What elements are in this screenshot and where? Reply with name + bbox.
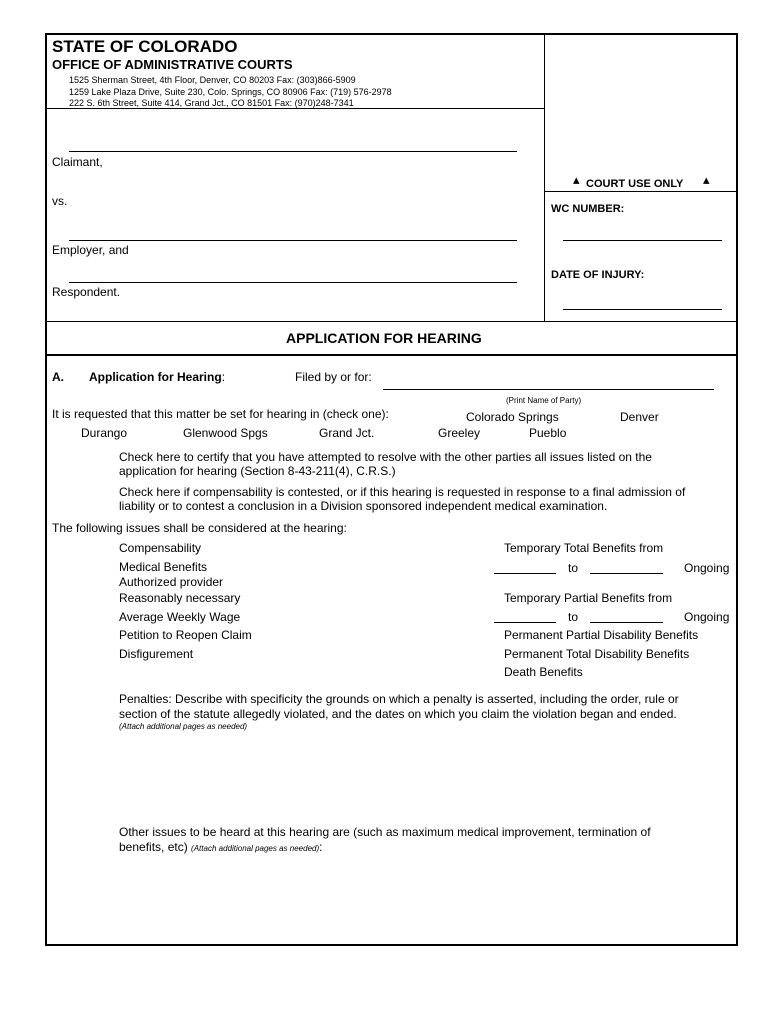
wc-number-label: WC NUMBER:: [551, 203, 625, 215]
issue-ptd-benefits[interactable]: Permanent Total Disability Benefits: [504, 647, 690, 661]
location-durango[interactable]: Durango: [81, 426, 128, 440]
address-denver: 1525 Sherman Street, 4th Floor, Denver, CO 80203 Fax: (303)866-5909: [69, 75, 356, 85]
location-colorado-springs[interactable]: Colorado Springs: [466, 410, 559, 424]
triangle-left-icon: ▴: [573, 172, 580, 187]
certify-checkbox-label[interactable]: Check here to certify that you have attempted to resolve with the other parties all issues listed on the: [119, 450, 652, 464]
filed-by-label: Filed by or for:: [295, 370, 372, 384]
other-issues-text-cont: [119, 840, 322, 854]
other-issues-colon: :: [319, 840, 323, 854]
wc-number-field[interactable]: [563, 240, 722, 241]
issue-tpd-from[interactable]: Temporary Partial Benefits from: [504, 591, 673, 605]
penalties-text-cont: section of the statute allegedly violated, and the dates on which you claim the violation began and ended.: [119, 707, 677, 721]
respondent-name-field[interactable]: [69, 282, 517, 283]
issue-ppd-benefits[interactable]: Permanent Partial Disability Benefits: [504, 628, 699, 642]
location-denver[interactable]: Denver: [620, 410, 659, 424]
ttd-to-label: to: [568, 561, 579, 575]
certify-checkbox-label-cont: application for hearing (Section 8-43-211(4), C.R.S.): [119, 464, 396, 478]
issue-reasonably-necessary[interactable]: Reasonably necessary: [119, 591, 241, 605]
state-title: STATE OF COLORADO: [52, 37, 238, 56]
triangle-right-icon: ▴: [703, 172, 710, 187]
penalties-text: Penalties: Describe with specificity the grounds on which a penalty is asserted, including the order, rule or: [119, 692, 679, 706]
other-issues-text: Other issues to be heard at this hearing are (such as maximum medical improvement, termination of: [119, 825, 651, 839]
penalties-attach-hint: (Attach additional pages as needed): [119, 722, 248, 731]
section-a-letter: A.: [52, 370, 64, 384]
issue-death-benefits[interactable]: Death Benefits: [504, 665, 583, 679]
location-pueblo[interactable]: Pueblo: [529, 426, 567, 440]
other-issues-benefits: benefits, etc): [119, 840, 188, 854]
issue-authorized-provider[interactable]: Authorized provider: [119, 575, 224, 589]
claimant-name-field[interactable]: [69, 151, 517, 152]
issue-disfigurement[interactable]: Disfigurement: [119, 647, 194, 661]
employer-label: Employer, and: [52, 243, 129, 257]
other-issues-attach-hint: (Attach additional pages as needed): [191, 844, 320, 853]
issue-petition-reopen[interactable]: Petition to Reopen Claim: [119, 628, 252, 642]
issue-ttd-from[interactable]: Temporary Total Benefits from: [504, 541, 664, 555]
location-glenwood-spgs[interactable]: Glenwood Spgs: [183, 426, 268, 440]
date-of-injury-label: DATE OF INJURY:: [551, 269, 645, 281]
issue-average-weekly-wage[interactable]: Average Weekly Wage: [119, 610, 241, 624]
tpd-from-date-field[interactable]: [494, 622, 556, 623]
title-bottom-line: [46, 354, 737, 356]
office-title: OFFICE OF ADMINISTRATIVE COURTS: [52, 57, 293, 72]
employer-name-field[interactable]: [69, 240, 517, 241]
location-grand-jct[interactable]: Grand Jct.: [319, 426, 375, 440]
location-greeley[interactable]: Greeley: [438, 426, 481, 440]
court-use-only-label: COURT USE ONLY: [586, 178, 684, 190]
hearing-location-request: It is requested that this matter be set for hearing in (check one):: [52, 407, 389, 421]
header-divider: [544, 34, 545, 321]
tpd-to-label: to: [568, 610, 579, 624]
section-a-heading-colon: :: [221, 370, 226, 384]
respondent-label: Respondent.: [52, 285, 121, 299]
issue-medical-benefits[interactable]: Medical Benefits: [119, 560, 208, 574]
penalties-description-area[interactable]: [119, 736, 719, 816]
address-grand-jct: 222 S. 6th Street, Suite 414, Grand Jct., CO 81501 Fax: (970)248-7341: [69, 98, 354, 108]
caption-bottom-line: [46, 321, 737, 322]
other-issues-area[interactable]: [119, 858, 719, 938]
tpd-ongoing-option[interactable]: Ongoing: [684, 610, 730, 624]
ttd-ongoing-option[interactable]: Ongoing: [684, 561, 730, 575]
header-bottom-line: [46, 108, 544, 109]
address-colo-springs: 1259 Lake Plaza Drive, Suite 230, Colo. Springs, CO 80906 Fax: (719) 576-2978: [69, 87, 392, 97]
ttd-from-date-field[interactable]: [494, 573, 556, 574]
vs-label: vs.: [52, 194, 68, 208]
filed-by-field[interactable]: [383, 389, 714, 390]
issues-intro: The following issues shall be considered at the hearing:: [52, 521, 347, 535]
section-a-heading: [89, 370, 225, 384]
ttd-to-date-field[interactable]: [590, 573, 663, 574]
print-name-hint: (Print Name of Party): [506, 396, 582, 405]
contest-checkbox-label-cont: liability or to contest a conclusion in a Division sponsored independent medical examination.: [119, 499, 608, 513]
claimant-label: Claimant,: [52, 155, 103, 169]
issue-compensability[interactable]: Compensability: [119, 541, 202, 555]
section-a-heading-text: Application for Hearing: [89, 370, 222, 384]
tpd-to-date-field[interactable]: [590, 622, 663, 623]
form-title: APPLICATION FOR HEARING: [286, 330, 482, 346]
date-of-injury-field[interactable]: [563, 309, 722, 310]
contest-checkbox-label[interactable]: Check here if compensability is contested, or if this hearing is requested in response to a final admission of: [119, 485, 686, 499]
court-use-line: [544, 191, 737, 192]
